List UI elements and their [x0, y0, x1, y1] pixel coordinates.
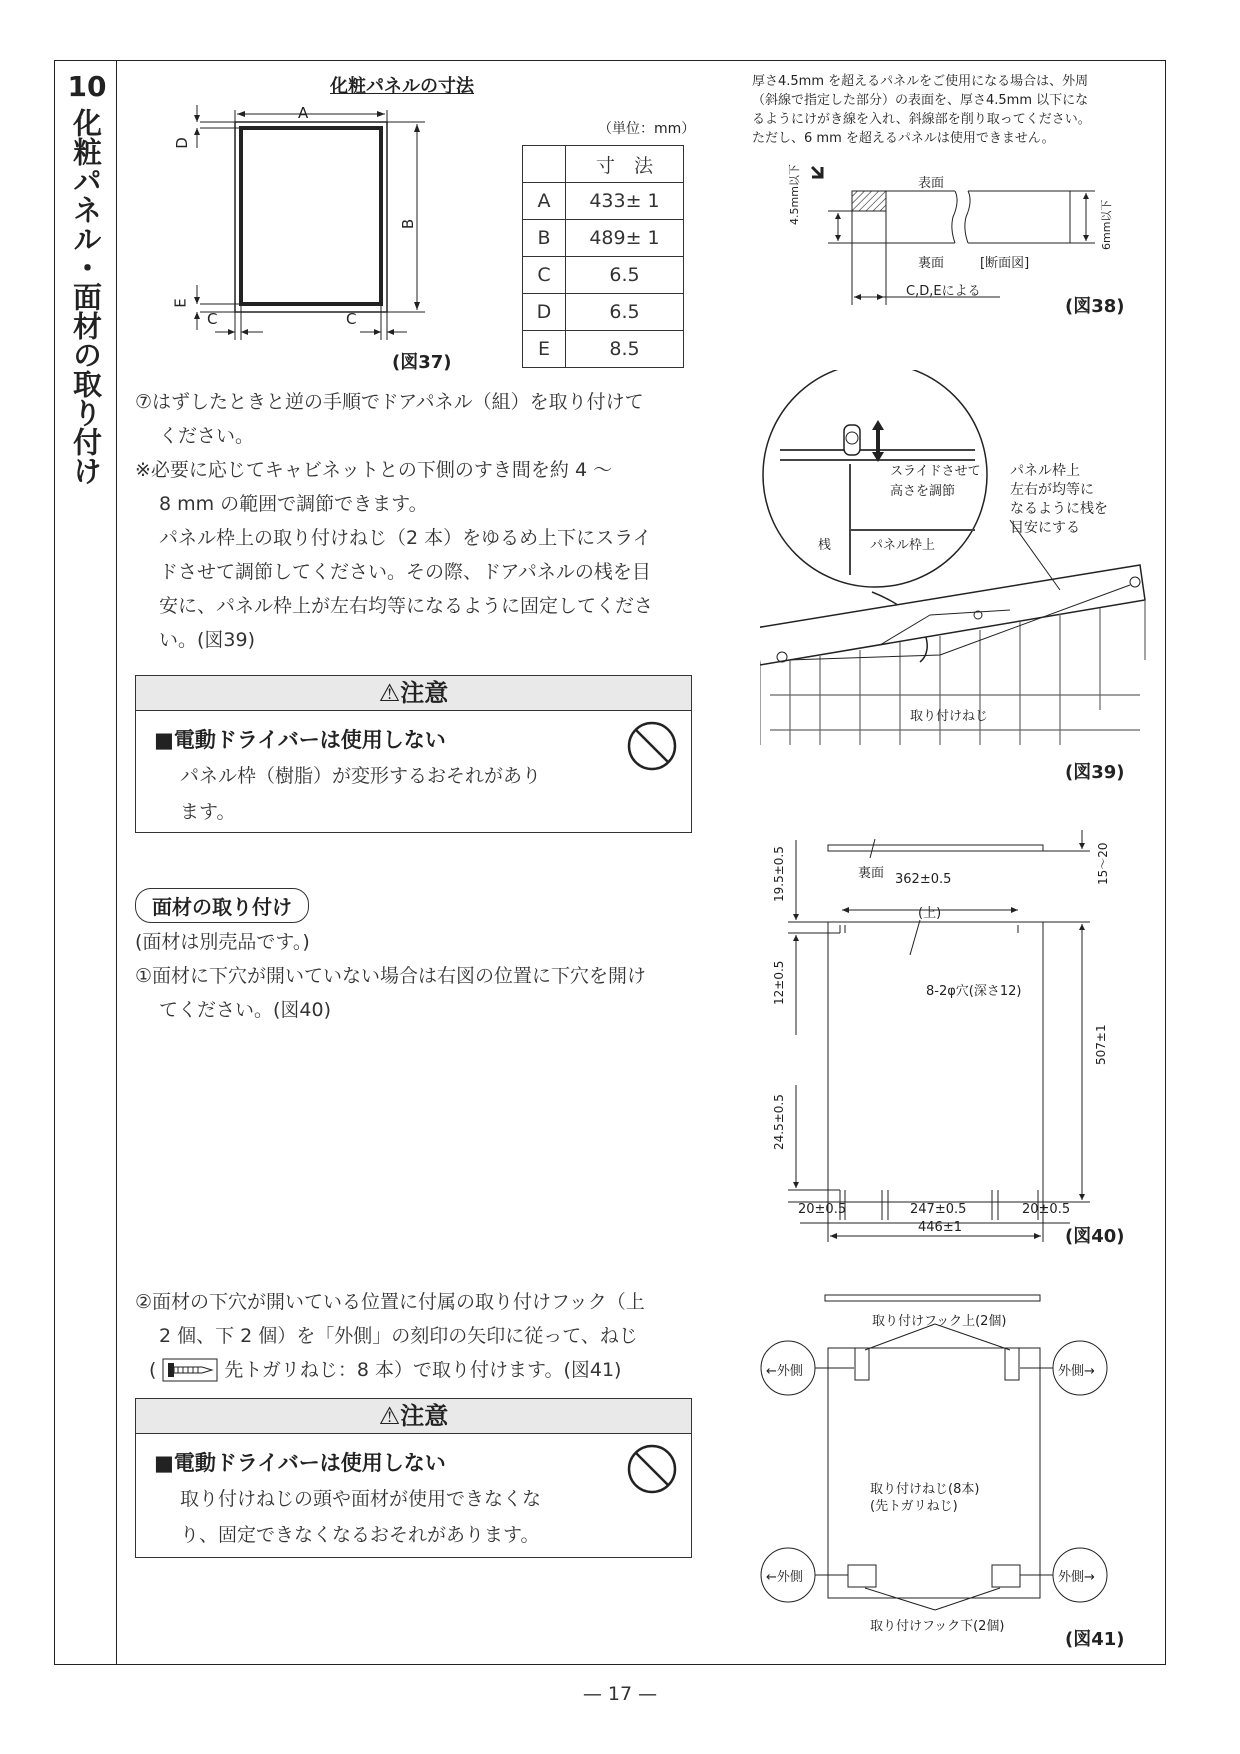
fig40-back-label: 裏面 [858, 866, 885, 881]
fig37-label-d: D [172, 137, 191, 149]
text-line: (面材は別売品です。) [135, 931, 310, 953]
facing-text [135, 925, 705, 1027]
text-line: ※必要に応じてキャビネットとの下側のすき間を約 4 ～ [135, 459, 613, 481]
fig41-outer-top-right: 外側→ [1058, 1364, 1095, 1379]
prohibited-icon [626, 720, 678, 772]
fig40-holes-label: 8-2φ穴(深さ12) [926, 984, 1022, 999]
fig39-bar-label: 桟 [818, 538, 832, 553]
text-line: パネル枠（樹脂）が変形するおそれがあり [180, 765, 542, 787]
fig37-dimension-table [522, 145, 684, 368]
fig39-drawing [760, 370, 1160, 745]
fig39-note [1010, 462, 1108, 538]
table-cell: D [523, 294, 566, 331]
fig41-screws-label: 取り付けねじ(8本) [870, 1482, 980, 1497]
caution-heading: ⚠注意 [136, 1399, 691, 1434]
fig40-height-507: 507±1 [1094, 1024, 1108, 1065]
caution-body [180, 758, 541, 830]
fig41-hook-top-label: 取り付けフック上(2個) [872, 1314, 1007, 1329]
text-line: ( 先トガリねじ：8 本）で取り付けます。(図41) [135, 1353, 705, 1387]
fig37-label-b: B [399, 218, 418, 230]
table-cell: 489± 1 [566, 220, 684, 257]
text-line: ます。 [180, 801, 236, 823]
text-line: 2 個、下 2 個）を「外側」の刻印の矢印に従って、ねじ [159, 1325, 638, 1347]
fig40-drawing [760, 830, 1150, 1250]
fig37-label-e: E [171, 298, 190, 308]
fig37-label-a: A [298, 104, 309, 122]
fig40-dim-12: 12±0.5 [772, 960, 786, 1005]
text-line: るようにけがき線を入れ、斜線部を削り取ってください。 [752, 112, 1091, 127]
table-row [523, 183, 684, 220]
fig38-thickness-6: 6mm以下 [1100, 199, 1113, 250]
fig40-bottom-20-right: 20±0.5 [1022, 1202, 1071, 1217]
table-cell: 433± 1 [566, 183, 684, 220]
section-number: 10 [67, 70, 107, 103]
fig37-caption: (図37) [392, 352, 452, 373]
fig39-adjust-label: 高さを調節 [890, 484, 956, 499]
caution-subheading: ■電動ドライバーは使用しない [154, 728, 446, 752]
fig39-caption: (図39) [1065, 762, 1125, 783]
text-span: 先トガリねじ：8 本）で取り付けます。(図41) [224, 1359, 622, 1381]
text-line: 左右が均等に [1010, 482, 1094, 498]
fig37-drawing [155, 100, 475, 350]
fig38-section-label: [断面図] [980, 256, 1030, 271]
table-cell: 8.5 [566, 331, 684, 368]
fig41-outer-bottom-right: 外側→ [1058, 1570, 1095, 1585]
fig39-screw-label: 取り付けねじ [910, 709, 989, 724]
table-cell: C [523, 257, 566, 294]
prohibited-icon [626, 1443, 678, 1495]
fig40-bottom-247: 247±0.5 [910, 1202, 967, 1217]
screw-icon [162, 1358, 218, 1382]
fig37-title: 化粧パネルの寸法 [330, 76, 474, 97]
fig40-width-446: 446±1 [918, 1220, 962, 1235]
caution-heading: ⚠注意 [136, 676, 691, 711]
text-line: 目安にする [1010, 520, 1080, 536]
table-header: 寸 法 [566, 146, 684, 183]
fig40-dim-195: 19.5±0.5 [772, 846, 786, 902]
table-cell: E [523, 331, 566, 368]
text-line: ②面材の下穴が開いている位置に付属の取り付けフック（上 [135, 1291, 645, 1313]
fig41-outer-top-left: ←外側 [766, 1364, 803, 1379]
text-line: り、固定できなくなるおそれがあります。 [180, 1524, 540, 1546]
fig40-bottom-20-left: 20±0.5 [798, 1202, 847, 1217]
fig40-dim-245: 24.5±0.5 [772, 1094, 786, 1150]
caution-box [135, 1398, 692, 1558]
text-line: なるように桟を [1010, 501, 1108, 517]
fig41-screws-type: (先トガリねじ) [870, 1499, 958, 1514]
text-line: （斜線で指定した部分）の表面を、厚さ4.5mm 以下にな [752, 93, 1089, 108]
table-row [523, 331, 684, 368]
text-line: い。(図39) [159, 629, 256, 651]
fig37-label-c-right: C [346, 310, 357, 328]
table-cell: 6.5 [566, 257, 684, 294]
fig40-dim-1520: 15～20 [1096, 842, 1110, 885]
text-line: ドさせて調節してください。その際、ドアパネルの桟を目 [159, 561, 651, 583]
text-line: 8 mm の範囲で調節できます。 [159, 493, 428, 515]
fig38-surface-label: 表面 [918, 176, 945, 191]
section-title: 化粧パネル・面材の取り付け [69, 108, 103, 485]
fig40-caption: (図40) [1065, 1226, 1125, 1247]
fig38-note [752, 72, 1152, 148]
table-row [523, 146, 684, 183]
caution-body [180, 1481, 541, 1553]
fig37-label-c-left: C [207, 310, 218, 328]
fig40-width-362: 362±0.5 [895, 872, 952, 887]
caution-box [135, 675, 692, 833]
caution-subheading: ■電動ドライバーは使用しない [154, 1451, 446, 1475]
fig40-top-label: (上) [918, 906, 942, 921]
fig41-outer-bottom-left: ←外側 [766, 1570, 803, 1585]
fig37-unit: （単位：mm） [598, 121, 696, 137]
page-number: — 17 — [582, 1683, 658, 1705]
facing-heading: 面材の取り付け [135, 888, 309, 923]
table-cell: B [523, 220, 566, 257]
text-line: 取り付けねじの頭や面材が使用できなくな [180, 1488, 542, 1510]
fig39-frame-label: パネル枠上 [870, 538, 936, 553]
fig38-thickness-45: 4.5mm以下 [788, 164, 801, 225]
table-cell: A [523, 183, 566, 220]
fig41-hook-bottom-label: 取り付けフック下(2個) [870, 1619, 1005, 1634]
fig38-back-label: 裏面 [918, 256, 945, 271]
text-line: ①面材に下穴が開いていない場合は右図の位置に下穴を開け [135, 965, 647, 987]
text-line: パネル枠上 [1010, 463, 1080, 479]
text-line: ⑦はずしたときと逆の手順でドアパネル（組）を取り付けて [135, 391, 644, 413]
text-line: パネル枠上の取り付けねじ（2 本）をゆるめ上下にスライ [159, 527, 652, 549]
text-line: ください。 [159, 425, 255, 447]
step7-text [135, 385, 705, 657]
table-row [523, 294, 684, 331]
text-line: てください。(図40) [159, 999, 332, 1021]
table-row [523, 257, 684, 294]
table-cell: 6.5 [566, 294, 684, 331]
fig38-caption: (図38) [1065, 296, 1125, 317]
table-row [523, 220, 684, 257]
text-line: ただし、6 mm を超えるパネルは使用できません。 [752, 131, 1055, 146]
text-line: 安に、パネル枠上が左右均等になるように固定してくださ [159, 595, 654, 617]
fig41-caption: (図41) [1065, 1629, 1125, 1650]
text-line: 厚さ4.5mm を超えるパネルをご使用になる場合は、外周 [752, 74, 1089, 89]
fig38-cde-label: C,D,Eによる [906, 284, 981, 299]
fig39-slide-label: スライドさせて [890, 464, 981, 479]
step2-text [135, 1285, 705, 1387]
